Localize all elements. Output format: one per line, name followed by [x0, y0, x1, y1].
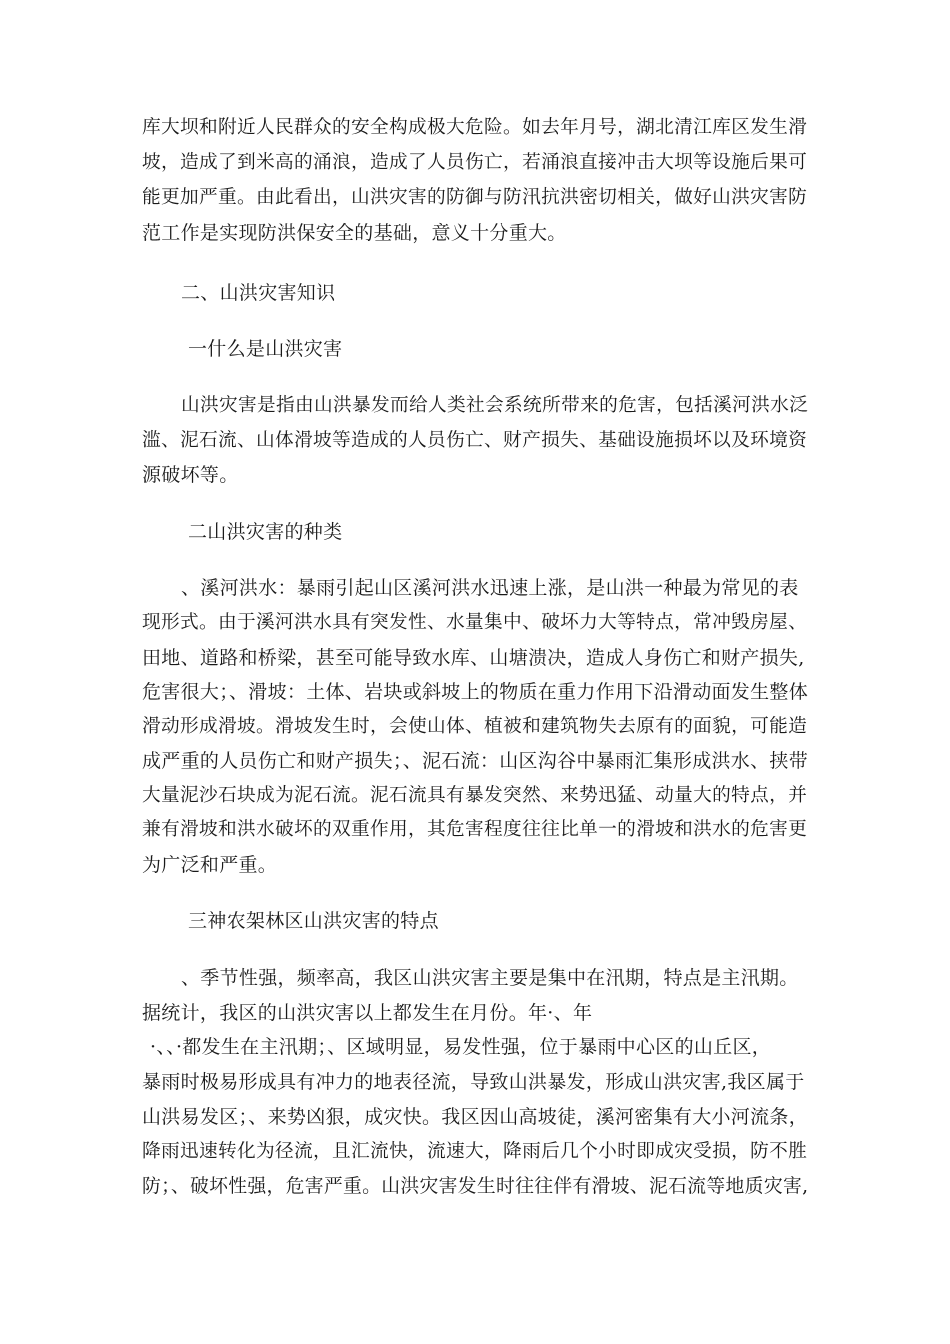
paragraph-4-line-2: 据统计，我区的山洪灾害以上都发生在月份。年·、年: [142, 1002, 593, 1024]
paragraph-3-line-3: 田地、道路和桥梁，甚至可能导致水库、山塘溃决，造成人身伤亡和财产损失,: [142, 647, 805, 669]
paragraph-3-line-1: 、溪河洪水：暴雨引起山区溪河洪水迅速上涨，是山洪一种最为常见的表: [181, 577, 799, 599]
paragraph-3-line-4: 危害很大；、滑坡：土体、岩块或斜坡上的物质在重力作用下沿滑动面发生整体: [142, 681, 809, 703]
paragraph-3-line-5: 滑动形成滑坡。滑坡发生时，会使山体、植被和建筑物失去原有的面貌，可能造: [142, 716, 808, 737]
paragraph-3-line-6: 成严重的人员伤亡和财产损失；、泥石流：山区沟谷中暴雨汇集形成洪水、挟带: [142, 750, 809, 772]
paragraph-1-line-3: 能更加严重。由此看出，山洪灾害的防御与防汛抗洪密切相关，做好山洪灾害防: [142, 187, 808, 208]
subheading-what-is: 一什么是山洪灾害: [188, 338, 343, 360]
paragraph-2-line-1: 山洪灾害是指由山洪暴发而给人类社会系统所带来的危害，包括溪河洪水泛: [181, 395, 809, 416]
subheading-types: 二山洪灾害的种类: [188, 521, 343, 543]
section-heading-knowledge: 二、山洪灾害知识: [181, 282, 336, 304]
subheading-features: 三神农架林区山洪灾害的特点: [188, 910, 439, 932]
paragraph-3-line-7: 大量泥沙石块成为泥石流。泥石流具有暴发突然、来势迅猛、动量大的特点，并: [142, 785, 808, 806]
paragraph-1-line-2: 坡，造成了到米高的涌浪，造成了人员伤亡，若涌浪直接冲击大坝等设施后果可: [142, 152, 808, 173]
paragraph-4-line-3: ·、、·都发生在主汛期；、区域明显，易发性强，位于暴雨中心区的山丘区，: [150, 1036, 772, 1058]
paragraph-3-line-2: 现形式。由于溪河洪水具有突发性、水量集中、破坏力大等特点，常冲毁房屋、: [142, 612, 808, 633]
paragraph-1-line-4: 范工作是实现防洪保安全的基础，意义十分重大。: [142, 222, 567, 244]
paragraph-2-line-2: 滥、泥石流、山体滑坡等造成的人员伤亡、财产损失、基础设施损坏以及环境资: [142, 430, 808, 451]
paragraph-4-line-1: 、季节性强，频率高，我区山洪灾害主要是集中在汛期，特点是主汛期。: [181, 967, 799, 989]
paragraph-3-line-9: 为广泛和严重。: [142, 854, 278, 876]
paragraph-1-line-1: 库大坝和附近人民群众的安全构成极大危险。如去年月号，湖北清江库区发生滑: [142, 117, 808, 138]
paragraph-4-line-5: 山洪易发区；、来势凶狠，成灾快。我区因山高坡徒，溪河密集有大小河流条，: [142, 1106, 809, 1128]
paragraph-4-line-7: 防；、破坏性强，危害严重。山洪灾害发生时往往伴有滑坡、泥石流等地质灾害,: [142, 1176, 809, 1197]
paragraph-4-line-6: 降雨迅速转化为径流，且汇流快，流速大，降雨后几个小时即成灾受损，防不胜: [142, 1141, 808, 1162]
paragraph-2-line-3: 源破坏等。: [142, 464, 239, 486]
paragraph-4-line-4: 暴雨时极易形成具有冲力的地表径流，导致山洪暴发，形成山洪灾害,我区属于: [142, 1071, 805, 1093]
paragraph-3-line-8: 兼有滑坡和洪水破坏的双重作用，其危害程度往往比单一的滑坡和洪水的危害更: [142, 819, 808, 840]
